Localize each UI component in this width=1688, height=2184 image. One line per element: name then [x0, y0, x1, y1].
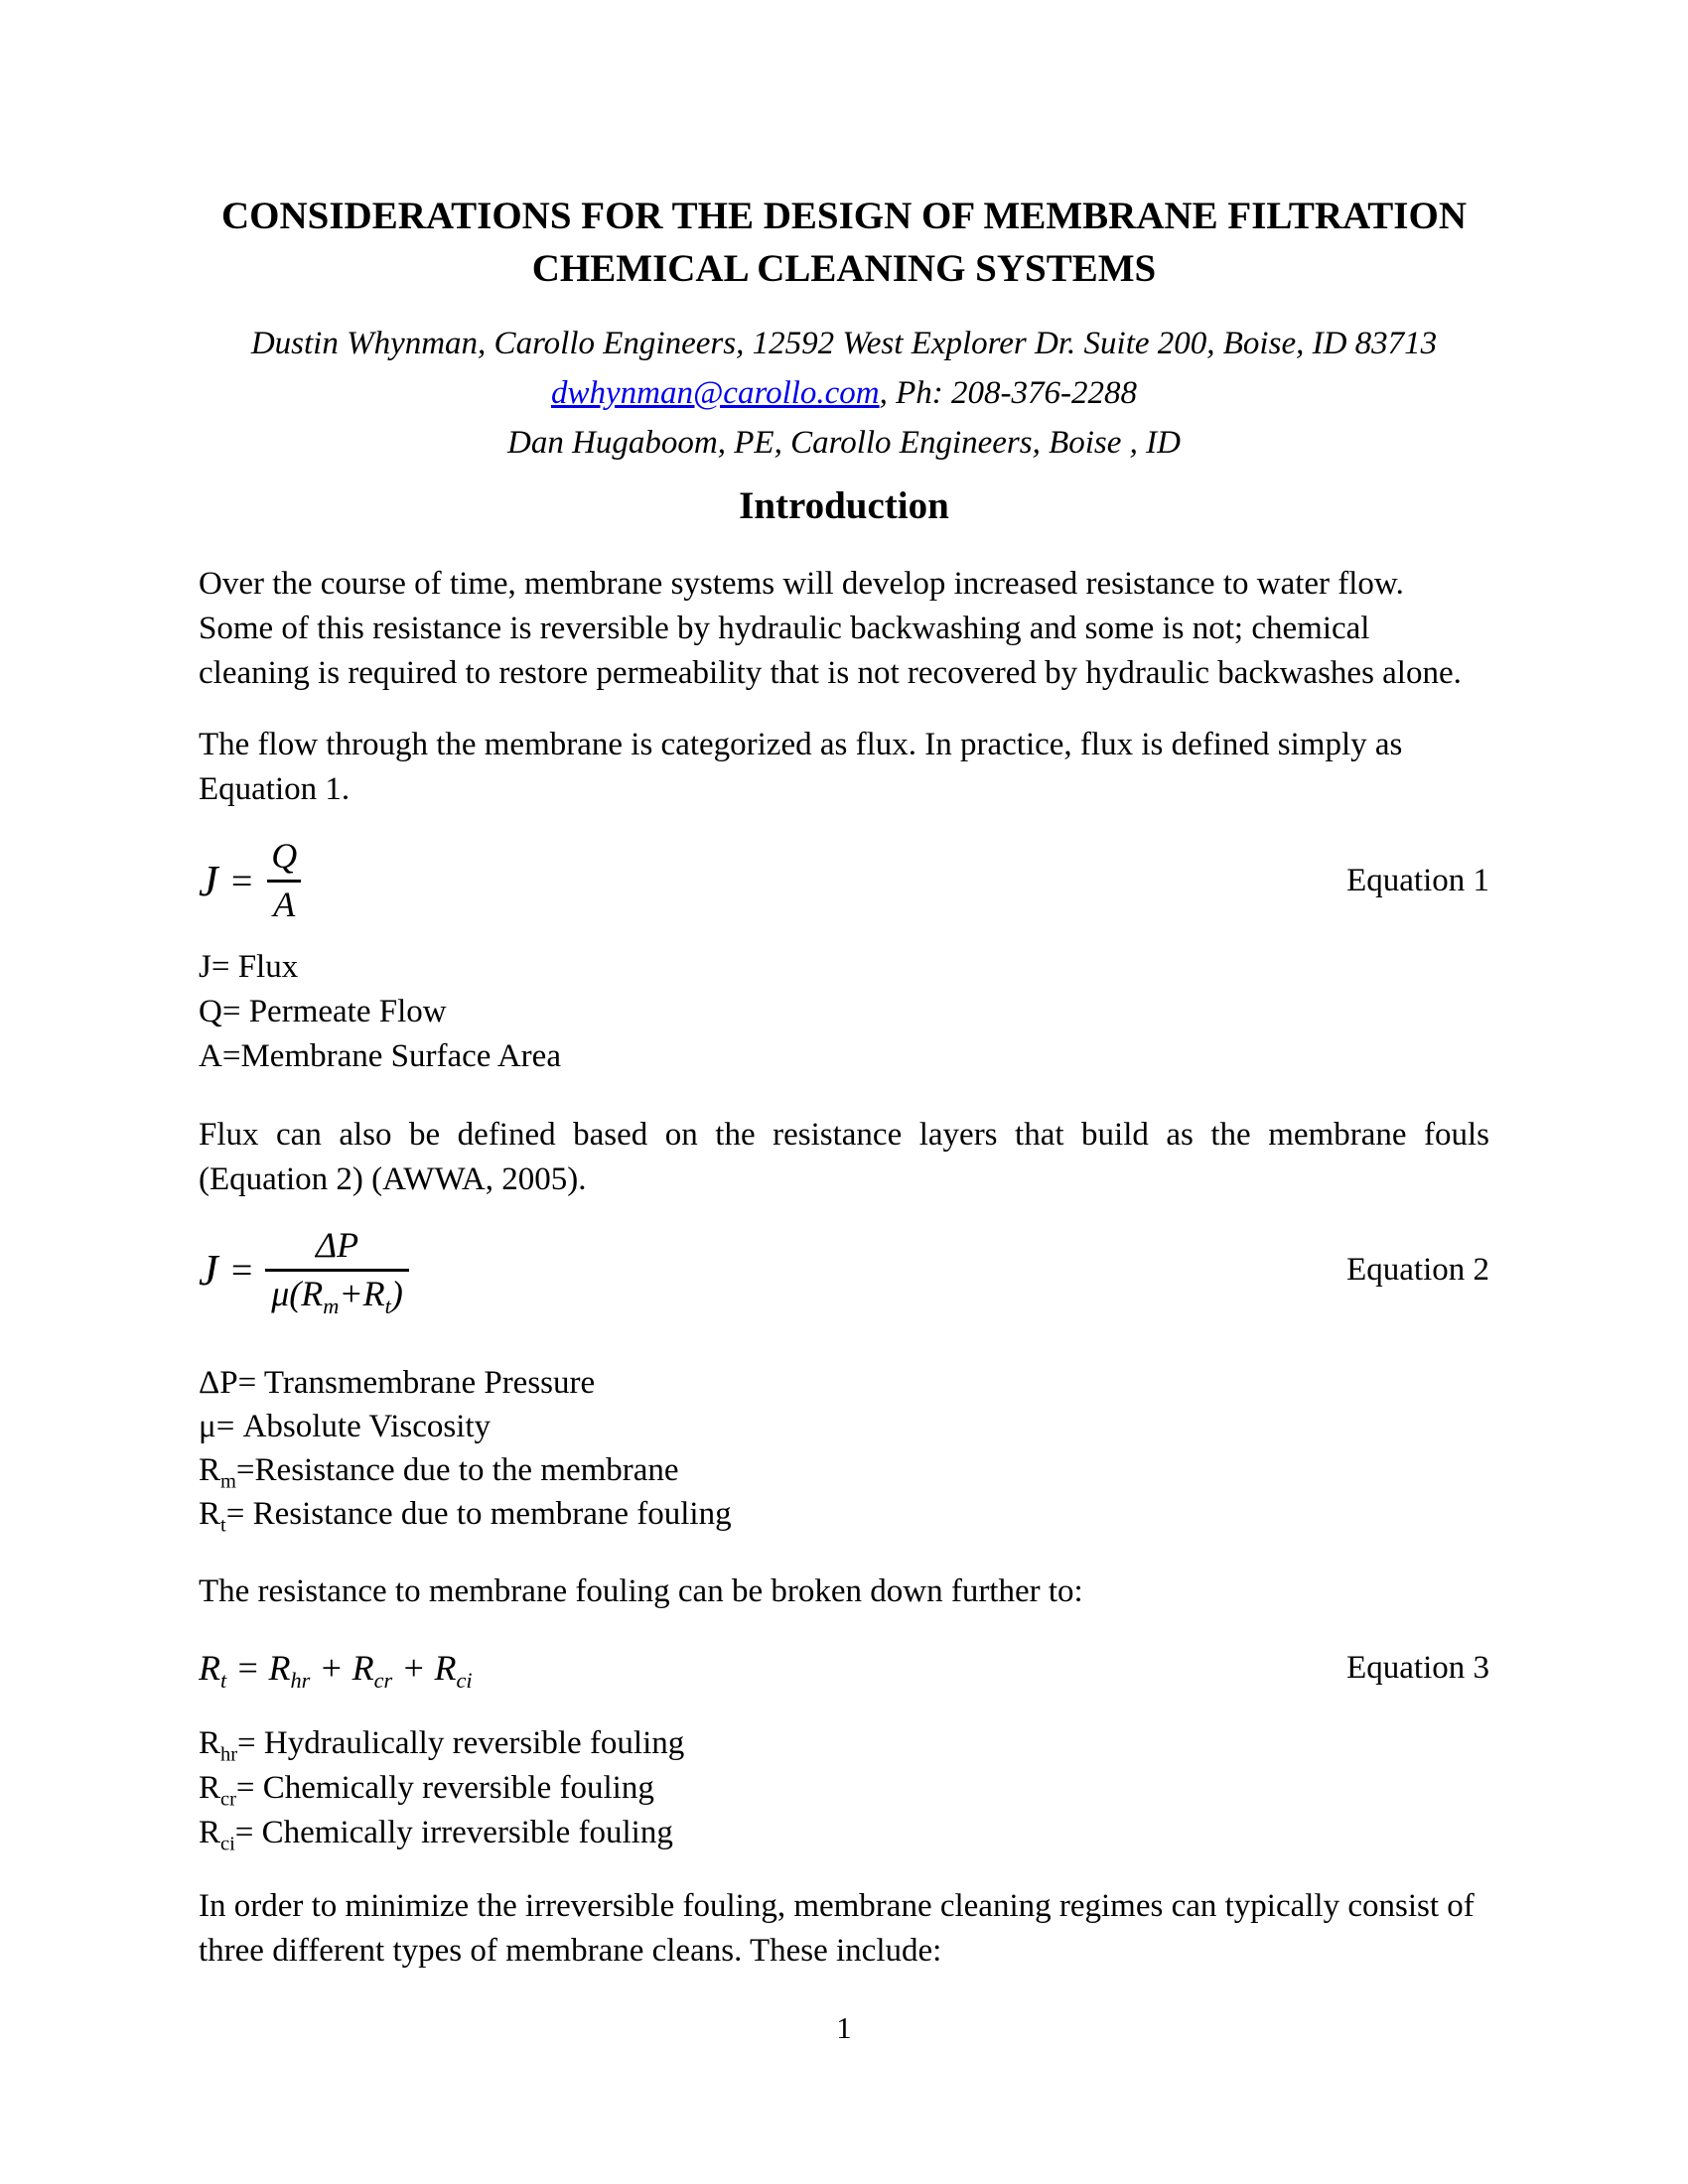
term: R: [199, 1648, 220, 1688]
symbol: ΔP: [199, 1365, 238, 1401]
equation-1-label: Equation 1: [1346, 863, 1489, 898]
symbol: R: [199, 1725, 221, 1761]
subscript-hr: hr: [290, 1668, 311, 1694]
definition-text: = Absolute Viscosity: [215, 1409, 492, 1444]
symbol: Q: [199, 994, 222, 1029]
definition-line-mu: [199, 1405, 1489, 1448]
definition-line-A: [199, 1034, 1489, 1079]
section-heading-introduction: Introduction: [739, 484, 949, 527]
paragraph-4: [199, 1570, 1489, 1614]
paragraph-1-line-1: Over the course of time, membrane systems will develop increased resistance to water flow.: [199, 566, 1404, 602]
definition-line-deltaP: [199, 1361, 1489, 1405]
paragraph-2-line-2: Equation 1.: [199, 771, 351, 807]
page-number: 1: [836, 2010, 852, 2045]
symbol: A: [199, 1038, 222, 1074]
subscript-cr: cr: [373, 1668, 393, 1694]
symbol: J: [199, 949, 211, 985]
author-line-1: Dustin Whynman, Carollo Engineers, 12592 West Explorer Dr. Suite 200, Boise, ID 83713: [250, 326, 1438, 361]
symbol-subscript: hr: [220, 1743, 238, 1766]
equation-2-label: Equation 2: [1346, 1252, 1489, 1288]
equation-3-label: Equation 3: [1346, 1649, 1489, 1686]
symbol: μ: [199, 1409, 216, 1444]
definition-line-Rt: [199, 1492, 1489, 1536]
definition-text: = Permeate Flow: [221, 994, 447, 1029]
equation-1-lhs: J: [199, 856, 218, 905]
paragraph-5-line-1: In order to minimize the irreversible fouling, membrane cleaning regimes can typically consist of: [199, 1888, 1475, 1924]
symbol: R: [199, 1452, 221, 1488]
symbol: R: [199, 1496, 221, 1532]
denominator-text: +R: [339, 1274, 385, 1313]
subscript-t: t: [220, 1668, 227, 1694]
definition-text: = Hydraulically reversible fouling: [237, 1725, 685, 1761]
definition-line-Rm: [199, 1448, 1489, 1492]
equals-sign: =: [228, 860, 255, 902]
equation-1-expression: [199, 838, 303, 924]
definition-text: = Chemically reversible fouling: [235, 1770, 654, 1806]
definition-text: = Resistance due to membrane fouling: [225, 1496, 732, 1532]
definition-text: = Chemically irreversible fouling: [234, 1815, 673, 1850]
equation-2-lhs: J: [199, 1245, 218, 1295]
definition-line-Rcr: [199, 1766, 1489, 1811]
equation-1-fraction: [265, 838, 303, 924]
definition-text: =Resistance due to the membrane: [235, 1452, 679, 1488]
denominator-text: μ(R: [271, 1274, 324, 1313]
symbol: R: [199, 1770, 221, 1806]
denominator-text: ): [390, 1274, 403, 1313]
paragraph-3-line-2: (Equation 2) (AWWA, 2005).: [199, 1161, 587, 1197]
definition-text: = Flux: [211, 949, 299, 985]
equation-1-denominator: A: [267, 880, 301, 924]
definition-line-J: [199, 945, 1489, 990]
definition-line-Q: [199, 990, 1489, 1034]
equation-3-expression: [199, 1647, 473, 1694]
definitions-equation-3: [199, 1721, 1489, 1855]
equation-2-row: [199, 1223, 1489, 1317]
symbol: R: [199, 1815, 221, 1850]
subscript-m: m: [323, 1294, 340, 1319]
equation-3-row: [199, 1643, 1489, 1693]
definition-text: = Transmembrane Pressure: [237, 1365, 596, 1401]
paragraph-2: [199, 723, 1489, 812]
paragraph-1-line-3: cleaning is required to restore permeability that is not recovered by hydraulic backwashes alone.: [199, 655, 1462, 691]
paragraph-5: [199, 1884, 1489, 1974]
paragraph-4-line-1: The resistance to membrane fouling can be broken down further to:: [199, 1573, 1083, 1609]
author-block: [199, 319, 1489, 468]
term: + R: [392, 1648, 457, 1688]
email-link[interactable]: dwhynman@carollo.com: [550, 375, 880, 411]
symbol-subscript: m: [220, 1470, 236, 1493]
paper-title: [199, 190, 1489, 295]
equation-2-fraction: [265, 1225, 409, 1319]
definitions-equation-1: [199, 945, 1489, 1079]
paper-title-line-1: CONSIDERATIONS FOR THE DESIGN OF MEMBRANE FILTRATION: [221, 195, 1467, 237]
paragraph-3-line-1: Flux can also be defined based on the resistance layers that build as the membrane fouls: [199, 1117, 1489, 1153]
definition-line-Rci: [199, 1811, 1489, 1855]
subscript-t: t: [384, 1294, 391, 1319]
equation-2-numerator: ΔP: [315, 1225, 359, 1266]
paragraph-5-line-2: three different types of membrane cleans. These include:: [199, 1933, 942, 1969]
equation-2-denominator: [265, 1269, 409, 1319]
symbol-subscript: t: [220, 1514, 226, 1537]
phone-text: , Ph: 208-376-2288: [879, 375, 1138, 411]
paragraph-2-line-1: The flow through the membrane is categorized as flux. In practice, flux is defined simply as: [199, 727, 1403, 762]
paragraph-1-line-2: Some of this resistance is reversible by hydraulic backwashing and some is not; chemical: [199, 611, 1370, 646]
paper-title-line-2: CHEMICAL CLEANING SYSTEMS: [531, 247, 1157, 290]
equals-sign: =: [228, 1249, 255, 1292]
author-line-2: Dan Hugaboom, PE, Carollo Engineers, Boise , ID: [507, 425, 1181, 461]
paragraph-3: [199, 1113, 1489, 1202]
subscript-ci: ci: [456, 1668, 473, 1694]
term: + R: [310, 1648, 374, 1688]
definition-text: =Membrane Surface Area: [221, 1038, 561, 1074]
definitions-equation-2: [199, 1361, 1489, 1536]
equation-1-row: [199, 836, 1489, 924]
symbol-subscript: ci: [220, 1833, 235, 1855]
definition-line-Rhr: [199, 1721, 1489, 1766]
equation-2-expression: [199, 1225, 409, 1319]
equation-1-numerator: Q: [271, 836, 298, 877]
paragraph-1: [199, 562, 1489, 696]
author-contact-line: [199, 368, 1489, 418]
symbol-subscript: cr: [220, 1788, 236, 1811]
term: = R: [226, 1648, 291, 1688]
